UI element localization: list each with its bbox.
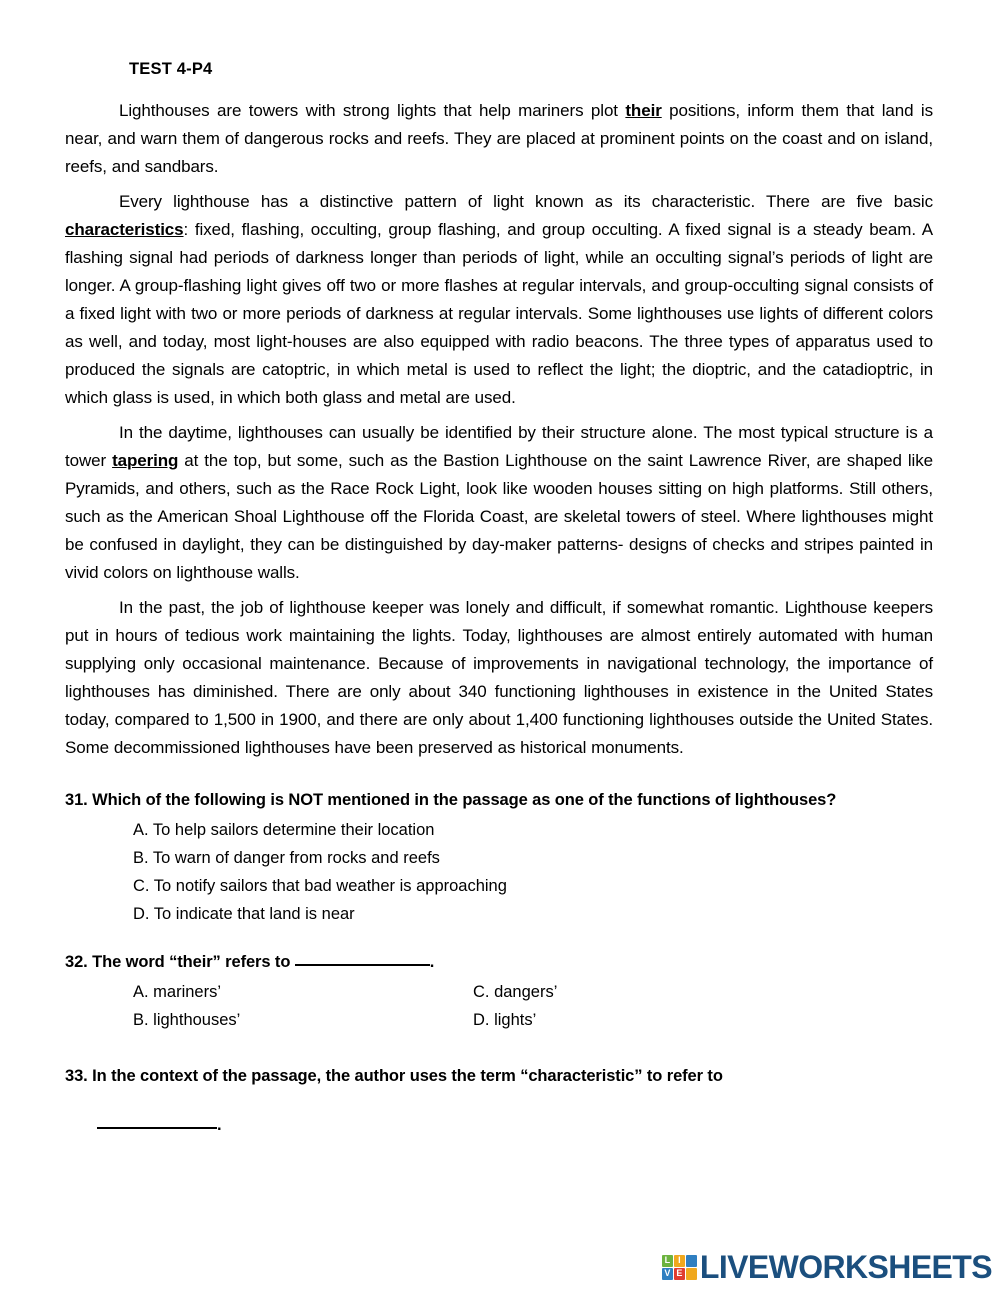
question-32-period: . [429,953,435,971]
question-32-option-row [133,978,933,1006]
logo-tile: I [674,1255,685,1267]
option-31-c[interactable]: C. To notify sailors that bad weather is approaching [133,877,507,895]
question-32 [65,948,933,1034]
question-33-text: In the context of the passage, the author uses the term “characteristic” to refer to [92,1067,723,1085]
questions-section [65,786,933,1135]
passage-paragraph: In the daytime, lighthouses can usually be identified by their structure alone. The most typical structure is a tower tapering at the top, but some, such as the Bastion Lighthouse on the saint Lawrence River, are shaped like Pyramids, and others, such as the Race Rock Light, look like wooden houses sitting on high platforms. Still others, such as the American Shoal Lighthouse off the Florida Coast, are skeletal towers of steel. Where lighthouses might be confused in daylight, they can be distinguished by day-maker patterns- designs of checks and stripes painted in vivid colors on lighthouse walls. [65,423,933,582]
option-32-a[interactable]: A. mariners’ [133,983,222,1001]
question-31-text: Which of the following is NOT mentioned in the passage as one of the functions of lighthouses? [92,791,837,809]
option-32-c[interactable]: C. dangers’ [473,983,558,1001]
question-32-option-row [133,1006,933,1034]
liveworksheets-wordmark: LIVEWORKSHEETS [699,1249,992,1285]
option-31-b[interactable]: B. To warn of danger from rocks and reefs [133,849,440,867]
liveworksheets-tiles-icon [662,1255,697,1280]
question-33-answer-blank[interactable] [97,1112,217,1129]
question-33-number: 33. [65,1067,88,1085]
passage-paragraph: Every lighthouse has a distinctive pattern of light known as its characteristic. There are five basic characteristics: fixed, flashing, occulting, group flashing, and group occulting. A fixed signal is a steady beam. A flashing signal had periods of darkness longer than periods of light, while an occulting signal’s periods of light are longer. A group-flashing light gives off two or more flashes at regular intervals, and group-occulting signal consists of a fixed light with two or more periods of darkness at regular intervals. Some lighthouses use lights of different colors as well, and today, most light-houses are also equipped with radio beacons. The three types of apparatus used to produced the signals are catoptric, in which metal is used to reflect the light; the dioptric, and the catadioptric, in which glass is used, in which both glass and metal are used. [65,192,933,407]
question-31-options [65,816,933,928]
question-32-stem [65,948,933,976]
emphasized-term: tapering [112,451,179,470]
passage-paragraph: In the past, the job of lighthouse keeper was lonely and difficult, if somewhat romantic. Lighthouse keepers put in hours of tedious work maintaining the lights. Today, lighthouses are almost entirely automated with human supplying only occasional maintenance. Because of improvements in navigational technology, the importance of lighthouses has diminished. There are only about 340 functioning lighthouses in existence in the United States today, compared to 1,500 in 1900, and there are only about 1,400 functioning lighthouses outside the United States. Some decommissioned lighthouses have been preserved as historical monuments. [65,598,933,757]
question-32-text: The word “their” refers to [92,953,295,971]
page-title: TEST 4-P4 [129,60,213,78]
logo-tile [686,1268,697,1280]
emphasized-term: their [625,101,662,120]
logo-tile: E [674,1268,685,1280]
option-31-d[interactable]: D. To indicate that land is near [133,905,355,923]
reading-passage [65,97,933,762]
liveworksheets-logo [662,1247,992,1287]
logo-tile: L [662,1255,673,1267]
question-33-answer-line [65,1112,933,1135]
question-33 [65,1062,933,1135]
question-31-stem [65,786,933,814]
option-31-a[interactable]: A. To help sailors determine their location [133,821,435,839]
question-32-options [65,978,933,1034]
emphasized-term: characteristics [65,220,184,239]
question-31 [65,786,933,928]
document-content [65,60,933,1149]
logo-tile: V [662,1268,673,1280]
option-32-d[interactable]: D. lights’ [473,1011,537,1029]
logo-tile [686,1255,697,1267]
option-32-b[interactable]: B. lighthouses’ [133,1011,241,1029]
question-32-answer-blank[interactable] [295,949,430,966]
passage-paragraph: Lighthouses are towers with strong lights that help mariners plot their positions, inform them that land is near, and warn them of dangerous rocks and reefs. They are placed at prominent points on the coast and on island, reefs, and sandbars. [65,101,934,176]
question-33-period: . [217,1116,222,1134]
question-31-number: 31. [65,791,88,809]
question-33-stem [65,1062,933,1090]
question-32-number: 32. [65,953,88,971]
